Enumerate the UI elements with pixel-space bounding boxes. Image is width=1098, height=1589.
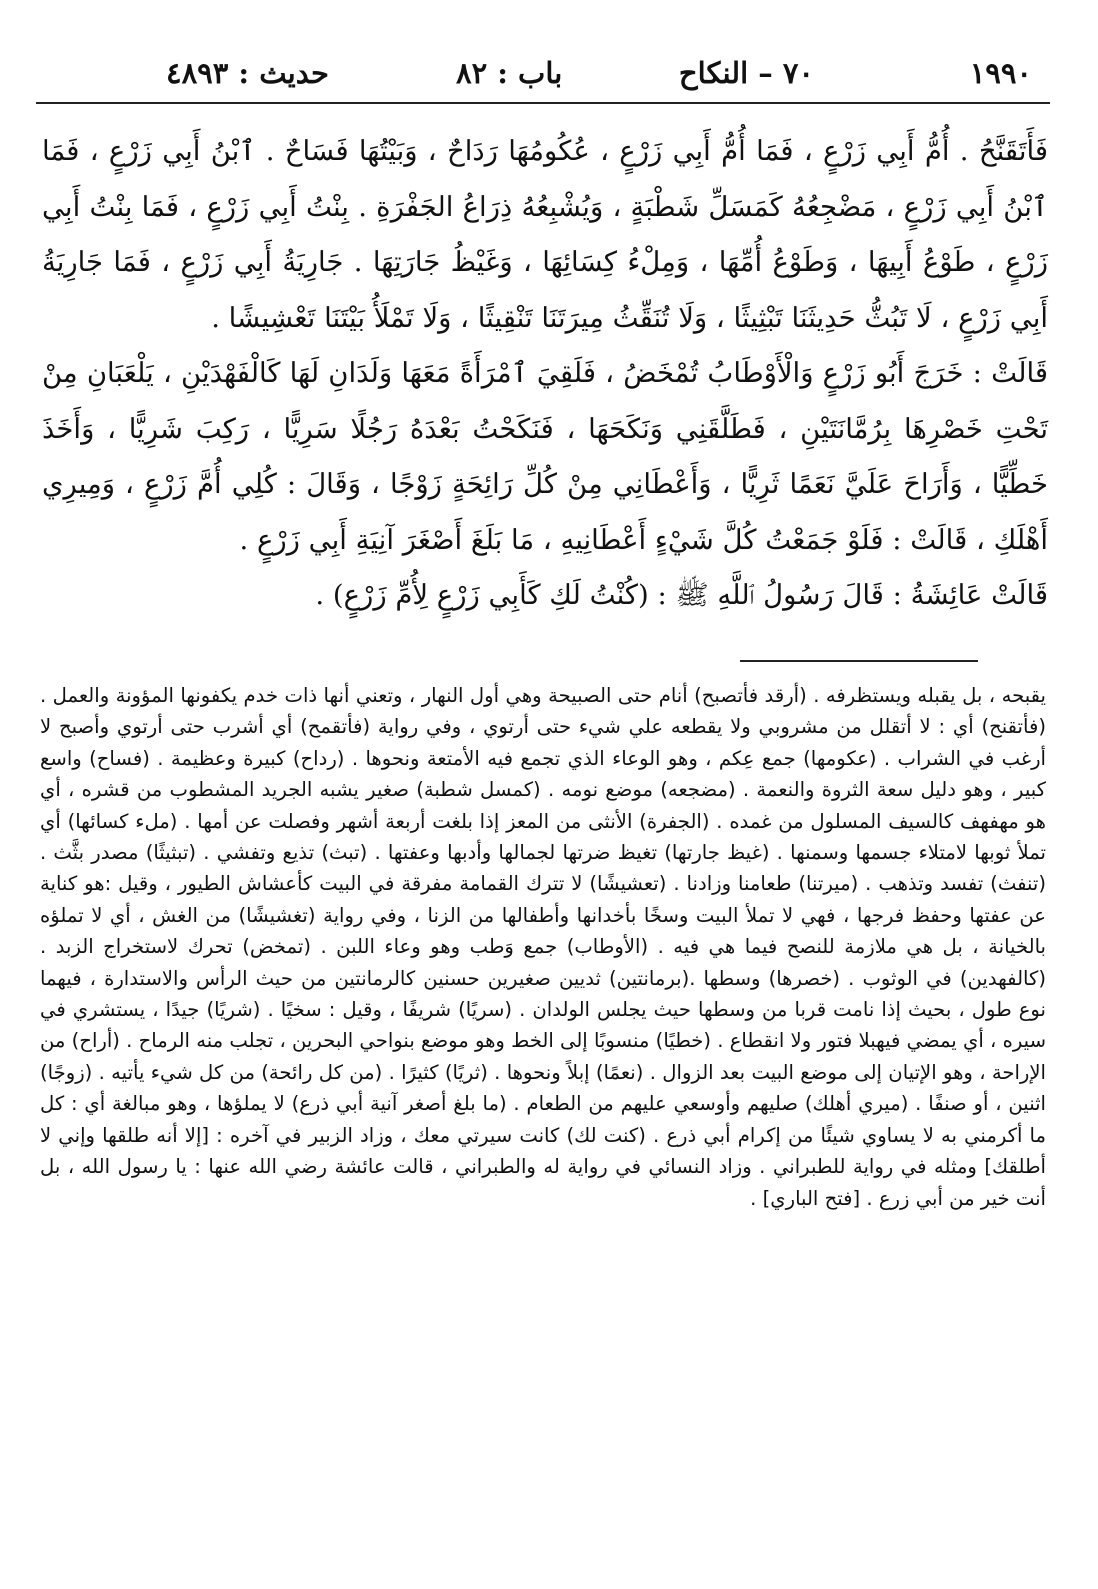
hadith-paragraph-1: فَأَتَقَنَّحُ . أُمُّ أَبِي زَرْعٍ ، فَمَا أُمُّ أَبِي زَرْعٍ ، عُكُومُهَا رَدَاحٌ ، وَبَيْتُهَا فَسَاحٌ . ٱبْنُ أَبِي زَرْعٍ ، فَمَا ٱبْنُ أَبِي زَرْعٍ ، مَضْجِعُهُ كَمَسَلِّ شَطْبَةٍ ، وَيُشْبِعُهُ ذِرَاعُ الجَفْرَةِ . بِنْتُ أَبِي زَرْعٍ ، فَمَا بِنْتُ أَبِي زَرْعٍ ، طَوْعُ أَبِيهَا ، وَطَوْعُ أُمِّهَا ، وَمِلْءُ كِسَائِهَا ، وَغَيْظُ جَارَتِهَا . جَارِيَةُ أَبِي زَرْعٍ ، فَمَا جَارِيَةُ أَبِي زَرْعٍ ، لَا تَبُثُّ حَدِيثَنَا تَبْثِيثًا ، وَلَا تُنَقِّثُ مِيرَتَنَا تَنْقِيثًا ، وَلَا تَمْلَأُ بَيْتَنَا تَعْشِيشًا . [42,135,1048,334]
footnotes [40,680,1046,1214]
hadith-text [42,124,1048,624]
hadith-number: حديث : ٤٨٩٣ [166,56,329,90]
hadith-paragraph-2: قَالَتْ : خَرَجَ أَبُو زَرْعٍ وَالْأَوْطَابُ تُمْخَضُ ، فَلَقِيَ ٱمْرَأَةً مَعَهَا وَلَدَانِ لَهَا كَالْفَهْدَيْنِ ، يَلْعَبَانِ مِنْ تَحْتِ خَصْرِهَا بِرُمَّانَتَيْنِ ، فَطَلَّقَنِي وَنَكَحَهَا ، فَنَكَحْتُ بَعْدَهُ رَجُلًا سَرِيًّا ، رَكِبَ شَرِيًّا ، وَأَخَذَ خَطِّيًّا ، وَأَرَاحَ عَلَيَّ نَعَمًا ثَرِيًّا ، وَأَعْطَانِي مِنْ كُلِّ رَائِحَةٍ زَوْجًا ، وَقَالَ : كُلِي أُمَّ زَرْعٍ ، وَمِيرِي أَهْلَكِ ، قَالَتْ : فَلَوْ جَمَعْتُ كُلَّ شَيْءٍ أَعْطَانِيهِ ، مَا بَلَغَ أَصْغَرَ آنِيَةِ أَبِي زَرْعٍ . [42,357,1048,556]
hadith-paragraph-3: قَالَتْ عَائِشَةُ : قَالَ رَسُولُ ٱللَّهِ ﷺ : (كُنْتُ لَكِ كَأَبِي زَرْعٍ لِأُمِّ زَرْعٍ) . [315,579,1048,611]
chapter-number: باب : ٨٢ [456,56,563,90]
footnote-divider [740,660,978,662]
footnote-paragraph: يقبحه ، بل يقبله ويستظرفه . (أرقد فأتصبح) أنام حتى الصبيحة وهي أول النهار ، وتعني أنها ذات خدم يكفونها المؤونة والعمل . (فأتقنح) أي : لا أتقلل من مشروبي ولا يقطعه علي شيء حتى أرتوي ، وفي رواية (فأتقمح) أي أشرب حتى أرتوي وأصبح لا أرغب في الشراب . (عكومها) جمع عِكم ، وهو الوعاء الذي تجمع فيه الأمتعة ونحوها . (رداح) كبيرة وعظيمة . (فساح) واسع كبير ، وهو دليل سعة الثروة والنعمة . (مضجعه) موضع نومه . (كمسل شطبة) صغير يشبه الجريد المشطوب من قشره ، أي هو مهفهف كالسيف المسلول من غمده . (الجفرة) الأنثى من المعز إذا بلغت أربعة أشهر وفصلت عن أمها . (ملء كسائها) أي تملأ ثوبها لامتلاء جسمها وسمنها . (غيظ جارتها) تغيظ ضرتها لجمالها وأدبها وعفتها . (تبث) تذيع وتفشي . (تبثيثًا) مصدر بثَّث . (تنفث) تفسد وتذهب . (ميرتنا) طعامنا وزادنا . (تعشيشًا) لا تترك القمامة مفرقة في البيت كأعشاش الطيور ، وقيل :هو كناية عن عفتها وحفظ فرجها ، فهي لا تملأ البيت وسخًا بأخدانها وأطفالها من الزنا ، وفي رواية (تغشيشًا) من الغش ، أي لا تملؤه بالخيانة ، بل هي ملازمة للنصح فيما هي فيه . (الأوطاب) جمع وَطب وهو وعاء اللبن . (تمخض) تحرك لاستخراج الزبد . (كالفهدين) في الوثوب . (خصرها) وسطها .(برمانتين) ثديين صغيرين حسنين كالرمانتين من حيث الرأس والاستدارة ، فيهما نوع طول ، بحيث إذا نامت قربا من وسطها حيث يجلس الولدان . (سريًا) شريفًا ، وقيل : سخيًا . (شريًا) جيدًا ، يستشري في سيره ، أي يمضي فيهبلا فتور ولا انقطاع . (خطيًا) منسوبًا إلى الخط وهو موضع بنواحي البحرين ، تجلب منه الرماح . (أراح) من الإراحة ، وهو الإتيان إلى موضع البيت بعد الزوال . (نعمًا) إبلاً ونحوها . (ثريًا) كثيرًا . (من كل رائحة) من كل شيء يأتيه . (زوجًا) اثنين ، أو صنفًا . (ميري أهلك) صليهم وأوسعي عليهم من الطعام . (ما بلغ أصغر آنية أبي ذرع) لا يملؤها ، وهو مبالغة أي : كل ما أكرمني به لا يساوي شيئًا من إكرام أبي ذرع . (كنت لك) كانت سيرتي معك ، وزاد الزبير في آخره : [إلا أنه طلقها وإني لا أطلقك] ومثله في رواية للطبراني . وزاد النسائي في رواية له والطبراني ، قالت عائشة رضي الله عنها : يا رسول الله ، بل أنت خير من أبي زرع . [فتح الباري] . [40,684,1046,1210]
page-header [36,44,1050,100]
book-title: ٧٠ – النكاح [678,56,814,90]
page-number: ١٩٩٠ [969,56,1032,90]
header-divider [36,102,1050,104]
